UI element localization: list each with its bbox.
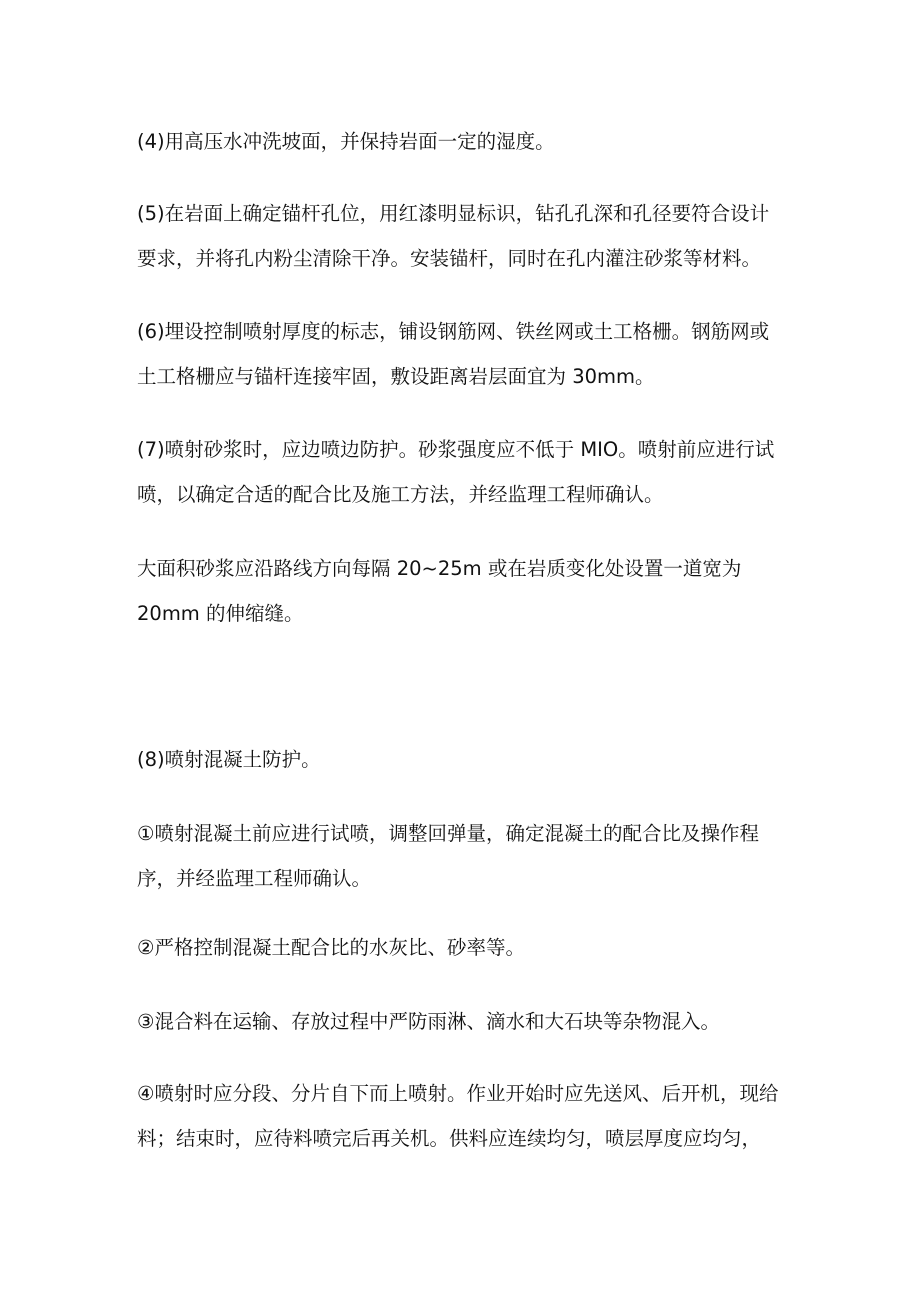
- text-line: 土工格栅应与锚杆连接牢固，敷设距离岩层面宜为 30mm。: [137, 365, 655, 388]
- text-line: (6)埋设控制喷射厚度的标志，铺设钢筋网、铁丝网或土工格栅。钢筋网或: [137, 320, 770, 343]
- text-line: ①喷射混凝土前应进行试喷，调整回弹量，确定混凝土的配合比及操作程: [137, 822, 759, 845]
- text-line: ④喷射时应分段、分片自下而上喷射。作业开始时应先送风、后开机，现给: [137, 1082, 779, 1105]
- text-line: ③混合料在运输、存放过程中严防雨淋、滴水和大石块等杂物混入。: [137, 1010, 720, 1033]
- paragraph-step-6: [137, 309, 797, 399]
- paragraph-item-3: [137, 999, 797, 1044]
- paragraph-step-4: [137, 119, 797, 164]
- paragraph-expansion-joint: [137, 546, 797, 636]
- text-line: 喷，以确定合适的配合比及施工方法，并经监理工程师确认。: [137, 483, 664, 506]
- text-line: (5)在岩面上确定锚杆孔位，用红漆明显标识，钻孔孔深和孔径要符合设计: [137, 202, 770, 225]
- text-line: (7)喷射砂浆时，应边喷边防护。砂浆强度应不低于 MIO。喷射前应进行试: [137, 438, 775, 461]
- paragraph-item-1: [137, 811, 797, 901]
- text-line: 要求，并将孔内粉尘清除干净。安装锚杆，同时在孔内灌注砂浆等材料。: [137, 247, 762, 270]
- text-line: 料；结束时，应待料喷完后再关机。供料应连续均匀，喷层厚度应均匀，: [137, 1127, 762, 1150]
- text-line: 序，并经监理工程师确认。: [137, 867, 372, 890]
- text-line: (8)喷射混凝土防护。: [137, 748, 321, 771]
- paragraph-step-8: [137, 737, 797, 782]
- paragraph-step-7: [137, 427, 797, 517]
- paragraph-item-2: [137, 925, 797, 970]
- text-line: (4)用高压水冲洗坡面，并保持岩面一定的湿度。: [137, 130, 555, 153]
- text-line: ②严格控制混凝土配合比的水灰比、砂率等。: [137, 936, 525, 959]
- paragraph-item-4: [137, 1071, 797, 1161]
- paragraph-step-5: [137, 191, 797, 281]
- text-line: 大面积砂浆应沿路线方向每隔 20~25m 或在岩质变化处设置一道宽为: [137, 557, 742, 580]
- text-line: 20mm 的伸缩缝。: [137, 602, 304, 625]
